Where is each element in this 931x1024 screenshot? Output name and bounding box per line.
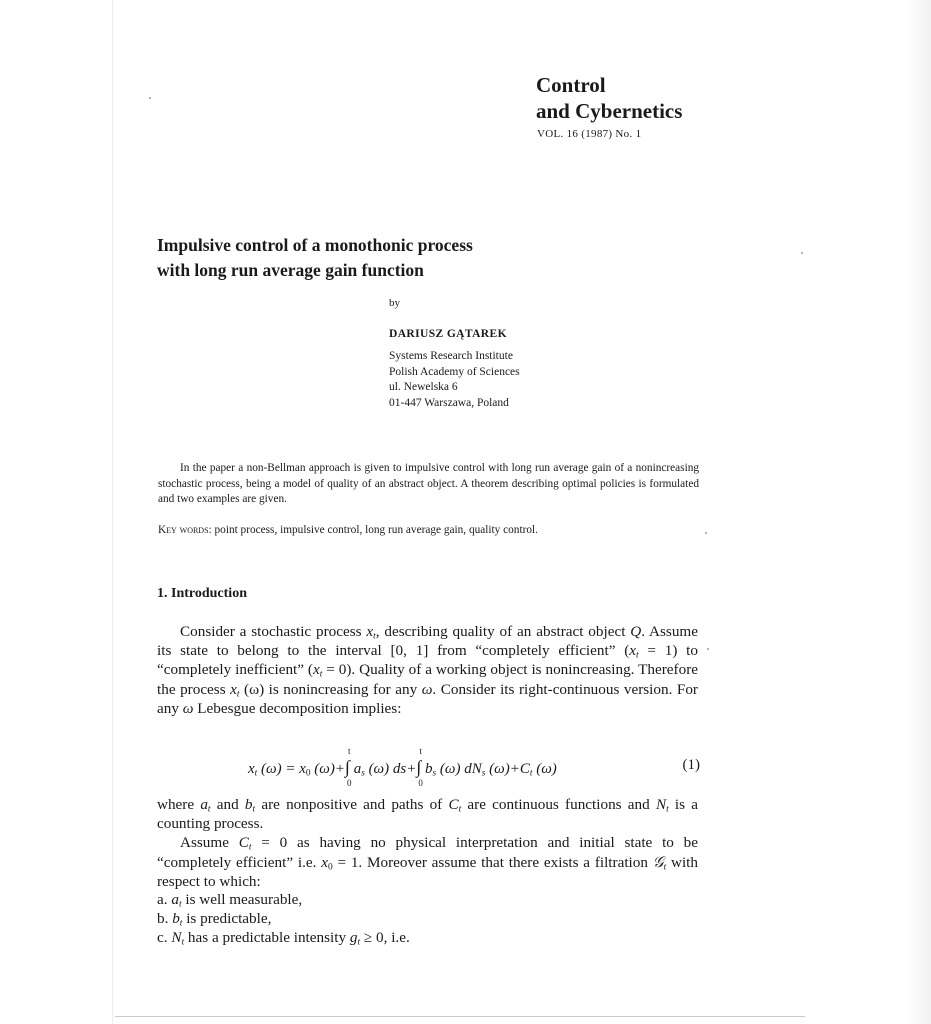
list-item: b. $b_t$ is predictable, [157, 910, 272, 929]
list-item: c. $N_t$ has a predictable intensity $g_t \ge 0$, i.e. [157, 929, 410, 948]
abstract-text: In the paper a non-Bellman approach is given to impulsive control with long run average gain of a nonincreasing stochastic process, being a model of quality of an abstract object. A theorem describing optimal policies is formulated and two examples are given. [158, 462, 699, 505]
scan-speck [707, 648, 709, 650]
intro-text: Consider a stochastic process $x_t$, describing quality of an abstract object Q. Assume its state to belong to the interval [0, 1] from “completely efficient” $(x_t = 1)$ to “completely inefficient” $(x_t = 0)$. Quality of a working object is nonincreasing. Therefore the process $x_t$ (ω) is nonincreasing for any ω. Consider its right-continuous version. For any ω Lebesgue decomposition implies: [157, 623, 698, 717]
section-heading: 1. Introduction [157, 586, 247, 601]
conditions-list [157, 890, 410, 948]
journal-name [536, 72, 682, 124]
assume-paragraph: Assume $C_t = 0$ as having no physical interpretation and initial state to be “completely efficient” i.e. $x_0 = 1$. Moreover assume that there exists a filtration 𝒢$_t$ with respect to which: [157, 834, 699, 890]
post-equation-text [157, 795, 698, 891]
journal-name-line1: Control [536, 73, 606, 97]
list-item: a. $a_t$ is well measurable, [157, 891, 303, 910]
affiliation-line: 01-447 Warszawa, Poland [389, 396, 509, 409]
page-right-shadow [905, 0, 931, 1024]
where-paragraph: where $a_t$ and $b_t$ are nonpositive and paths of $C_t$ are continuous functions and $N_t$ is a counting process. [157, 796, 698, 833]
upper-limit: t [419, 746, 422, 756]
keywords-text: point process, impulsive control, long run average gain, quality control. [214, 524, 538, 536]
affiliation-line: ul. Newelska 6 [389, 381, 458, 393]
equation-1 [248, 746, 700, 793]
journal-volume: VOL. 16 (1987) No. 1 [537, 128, 642, 140]
keywords-label: Key words: [158, 524, 212, 536]
journal-name-line2: and Cybernetics [536, 99, 683, 123]
equation-body: $x_t$ $(\omega) = x_0$ (ω)+∫ t 0 $a_s$ (ω) ds+∫ t 0 $b_s$ (ω) $dN_s$ $(\omega)+C_t$ (ω) [248, 746, 557, 788]
scan-speck [149, 97, 151, 99]
page-left-edge [112, 0, 113, 1024]
affiliation-line: Systems Research Institute [389, 350, 513, 362]
keywords [158, 524, 538, 536]
page-bottom-edge [115, 1016, 805, 1017]
integral-sign: ∫ [416, 757, 422, 777]
title-line1: Impulsive control of a monothonic process [157, 235, 473, 255]
author-name: DARIUSZ GĄTAREK [389, 328, 507, 340]
integral-sign: ∫ [345, 757, 350, 777]
upper-limit: t [348, 746, 351, 756]
lower-limit: 0 [347, 778, 352, 788]
scan-speck [801, 252, 803, 254]
lower-limit: 0 [418, 778, 423, 788]
title-line2: with long run average gain function [157, 260, 424, 280]
intro-paragraph [157, 622, 698, 718]
equation-number: (1) [682, 757, 700, 773]
article-title [157, 233, 473, 283]
affiliation [389, 349, 520, 411]
by-label: by [389, 297, 400, 309]
affiliation-line: Polish Academy of Sciences [389, 365, 520, 378]
scan-speck [705, 532, 707, 534]
abstract [158, 461, 699, 508]
